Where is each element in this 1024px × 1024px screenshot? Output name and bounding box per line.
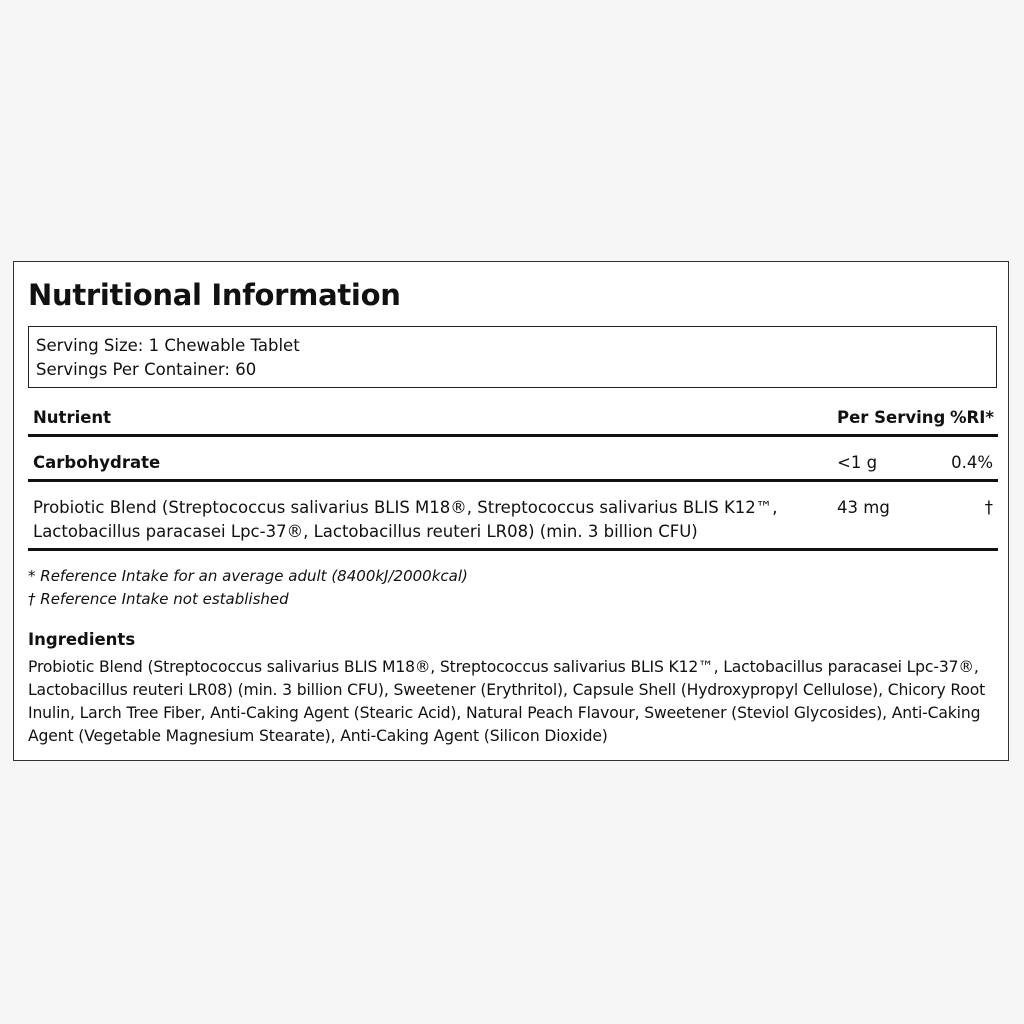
header-per-serving: Per Serving: [837, 408, 946, 427]
serving-size: Serving Size: 1 Chewable Tablet: [36, 336, 300, 355]
ingredients-line: Lactobacillus reuteri LR08) (min. 3 billion CFU), Sweetener (Erythritol), Capsule Shell (Hydroxypropyl Cellulose), Chicory Root: [28, 681, 986, 699]
row-divider: [28, 479, 998, 482]
ri-value: 0.4%: [951, 453, 993, 472]
header-divider: [28, 434, 998, 437]
header-nutrient: Nutrient: [33, 408, 112, 427]
footnote-not-established: † Reference Intake not established: [28, 590, 289, 608]
servings-per-container: Servings Per Container: 60: [36, 360, 257, 379]
nutrition-panel: [13, 261, 1009, 761]
serving-info-box: [28, 326, 997, 388]
header-ri: %RI*: [950, 408, 995, 427]
panel-title: Nutritional Information: [28, 278, 401, 312]
ingredients-line: Probiotic Blend (Streptococcus salivarius BLIS M18®, Streptococcus salivarius BLIS K12™, Lactobacillus paracasei Lpc-37®,: [28, 658, 979, 676]
table-bottom-divider: [28, 548, 998, 551]
ingredients-line: Inulin, Larch Tree Fiber, Anti-Caking Agent (Stearic Acid), Natural Peach Flavour, Sweetener (Steviol Glycosides), Anti-Caking: [28, 704, 981, 722]
ri-value: †: [984, 498, 993, 517]
ingredients-text: [28, 656, 1003, 748]
footnote-ri: * Reference Intake for an average adult (8400kJ/2000kcal): [28, 567, 468, 585]
per-serving-value: <1 g: [837, 453, 878, 472]
nutrient-name-line-2: Lactobacillus paracasei Lpc-37®, Lactobacillus reuteri LR08) (min. 3 billion CFU): [33, 522, 698, 541]
ingredients-heading: Ingredients: [28, 630, 136, 649]
ingredients-line: Agent (Vegetable Magnesium Stearate), Anti-Caking Agent (Silicon Dioxide): [28, 727, 608, 745]
nutrient-name-line-1: Probiotic Blend (Streptococcus salivarius BLIS M18®, Streptococcus salivarius BLIS K12™,: [33, 498, 778, 517]
nutrient-name: Carbohydrate: [33, 453, 161, 472]
per-serving-value: 43 mg: [837, 498, 890, 517]
